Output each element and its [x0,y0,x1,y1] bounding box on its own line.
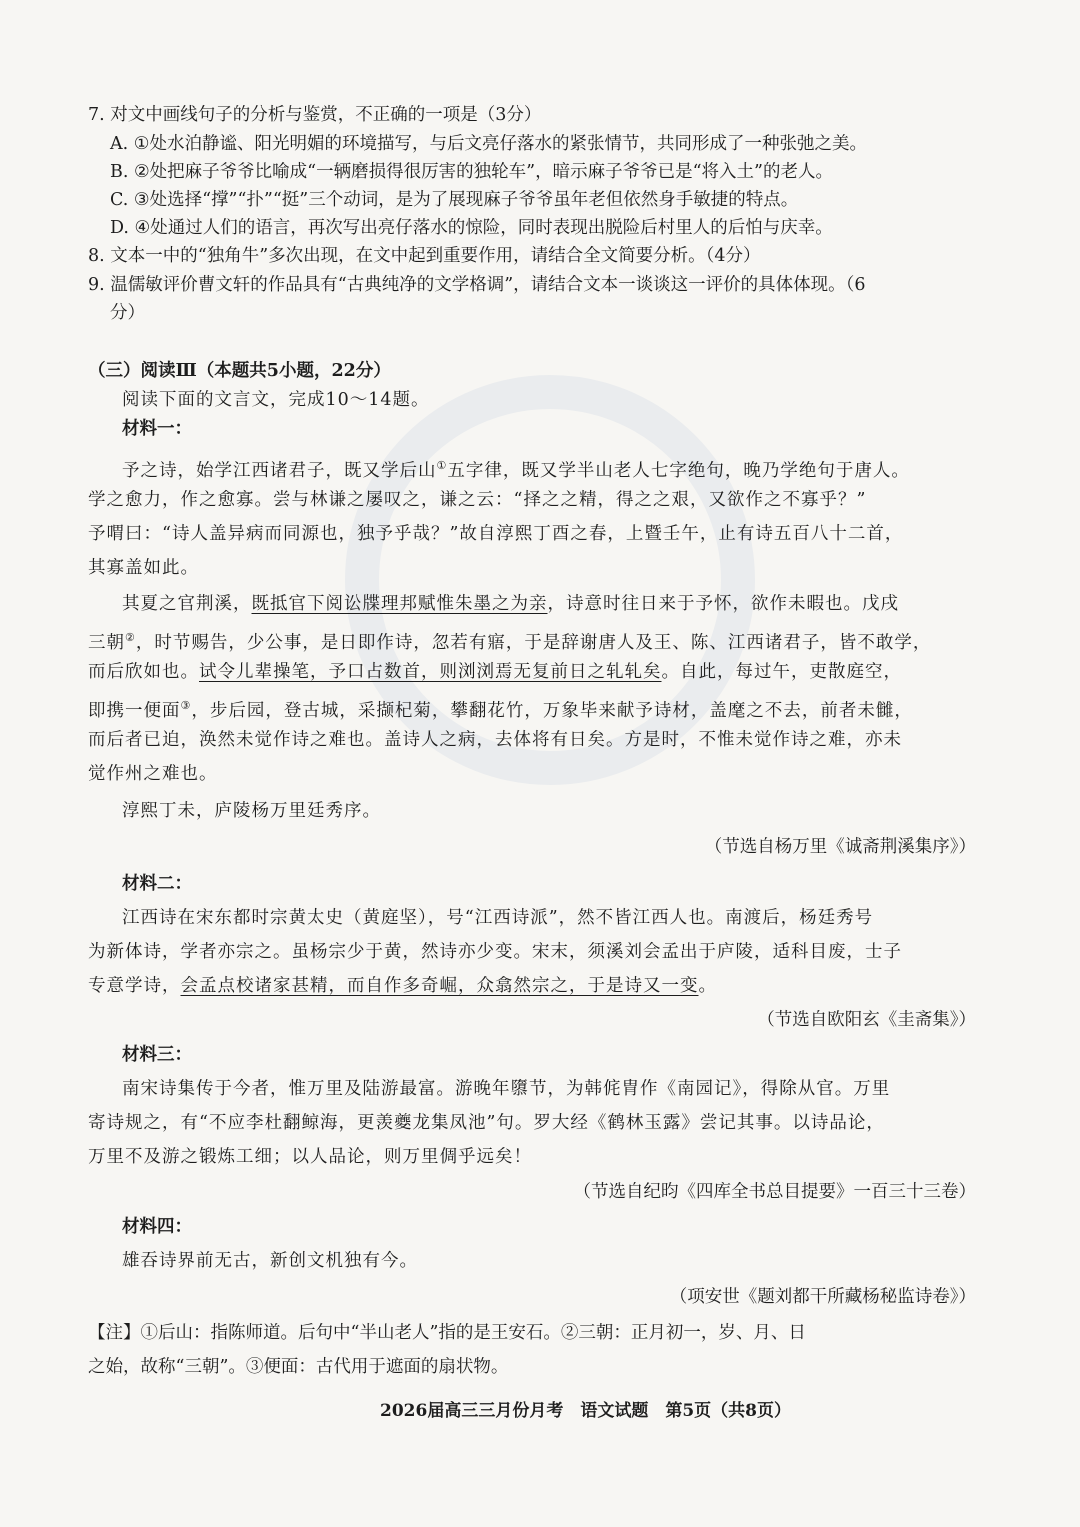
footnote-marker-2: ② [125,631,136,644]
material-3-line3: 万里不及游之锻炼工细；以人品论，则万里倜乎远矣！ [88,1147,532,1167]
question-9-line1: 9. 温儒敏评价曹文轩的作品具有“古典纯净的文学格调”，请结合文本一谈谈这一评价的具体体现。（6 [88,275,866,295]
text-segment: 五字律，既又学半山老人七字绝句，晚乃学绝句于唐人。 [447,460,910,481]
material-1-p2-line4 [88,691,913,726]
material-2-heading: 材料二： [122,874,192,894]
footnote-marker-3: ③ [180,699,192,712]
material-2-source: （节选自欧阳玄《圭斋集》） [757,1010,976,1030]
text-segment: 。 [698,976,717,996]
text-segment: 三朝 [88,632,125,653]
question-7-option-a: A. ①处水泊静谧、阳光明媚的环境描写，与后文亮仔落水的紧张情节，共同形成了一种张弛之美。 [110,134,867,154]
section-3-instruction: 阅读下面的文言文，完成10～14题。 [122,390,430,410]
material-1-p1-line1 [122,451,910,486]
material-1-source: （节选自杨万里《诚斋荆溪集序》） [704,837,976,857]
material-3-source: （节选自纪昀《四库全书总目提要》一百三十三卷） [573,1182,976,1202]
question-7-option-c: C. ③处选择“撑”“扑”“挺”三个动词，是为了展现麻子爷爷虽年老但依然身手敏捷的特点。 [110,190,799,210]
annotation-line1: 【注】①后山：指陈师道。后句中“半山老人”指的是王安石。②三朝：正月初一，岁、月、日 [88,1323,806,1343]
text-segment: 其夏之官荆溪， [122,594,252,614]
text-segment: 予之诗，始学江西诸君子，既又学后山 [122,460,437,481]
material-1-p2-line6: 觉作州之难也。 [88,764,218,784]
underlined-sentence: 既抵官下阅讼牒理邦赋惟朱墨之为亲 [251,594,548,614]
text-segment: 而后欣如也。 [88,662,199,682]
material-1-p1-line2: 学之愈力，作之愈寡。尝与林谦之屡叹之，谦之云：“择之之精，得之之艰，又欲作之不寡乎？” [88,490,867,510]
question-9-line2: 分） [110,303,145,323]
question-7-stem: 7. 对文中画线句子的分析与鉴赏，不正确的一项是（3分） [88,105,542,125]
material-2-line2: 为新体诗，学者亦宗之。虽杨宗少于黄，然诗亦少变。宋末，须溪刘会孟出于庐陵，适科目废，士子 [88,942,902,962]
material-3-line1: 南宋诗集传于今者，惟万里及陆游最富。游晚年隳节，为韩侂胄作《南园记》，得除从官。万里 [122,1079,891,1099]
material-1-p1-line3: 予喟曰：“诗人盖异病而同源也，独予乎哉？”故自淳熙丁酉之春，上暨壬午，止有诗五百八十二首， [88,524,904,544]
material-1-p2-line1 [122,589,899,619]
question-7-option-d: D. ④处通过人们的语言，再次写出亮仔落水的惊险，同时表现出脱险后村里人的后怕与庆幸。 [110,218,833,238]
text-segment: 专意学诗， [88,976,181,996]
material-2-line3 [88,971,717,1001]
underlined-sentence: 试令儿辈操笔，予口占数首，则浏浏焉无复前日之轧轧矣 [199,662,662,682]
question-7-option-b: B. ②处把麻子爷爷比喻成“一辆磨损得很厉害的独轮车”，暗示麻子爷爷已是“将入土”的老人。 [110,162,833,182]
material-3-line2: 寄诗规之，有“不应李杜翻鲸海，更羡夔龙集凤池”句。罗大经《鹤林玉露》尝记其事。以诗品论， [88,1113,885,1133]
footnote-marker-1: ① [436,459,448,472]
material-1-p3: 淳熙丁未，庐陵杨万里廷秀序。 [122,801,381,821]
material-1-p2-line2 [88,623,931,658]
material-4-heading: 材料四： [122,1217,192,1237]
question-8: 8. 文本一中的“独角牛”多次出现，在文中起到重要作用，请结合全文简要分析。（4分） [88,246,761,266]
material-2-line1: 江西诗在宋东都时宗黄太史（黄庭坚），号“江西诗派”，然不皆江西人也。南渡后，杨廷秀号 [122,908,874,928]
text-segment: ，诗意时往日来于予怀，欲作未暇也。戊戌 [547,594,899,614]
material-1-p1-line4: 其寡盖如此。 [88,558,199,578]
text-segment: ，时节赐告，少公事，是日即作诗，忽若有寤，于是辞谢唐人及王、陈、江西诸君子，皆不敢学， [135,632,932,653]
page-footer: 2026届高三三月份月考 语文试题 第5页（共8页） [380,1401,791,1421]
section-3-title: （三）阅读Ⅲ（本题共5小题，22分） [88,361,391,381]
text-segment: ，步后园，登古城，采撷杞菊，攀翻花竹，万象毕来献予诗材，盖麾之不去，前者未雠， [191,700,913,721]
material-1-heading: 材料一： [122,419,192,439]
material-1-p2-line5: 而后者已迫，涣然未觉作诗之难也。盖诗人之病，去体将有日矣。方是时，不惟未觉作诗之难，亦未 [88,730,902,750]
annotation-line2: 之始，故称“三朝”。③便面：古代用于遮面的扇状物。 [88,1357,509,1377]
underlined-sentence: 会孟点校诸家甚精，而自作多奇崛，众翕然宗之，于是诗又一变 [180,976,699,996]
material-3-heading: 材料三： [122,1045,192,1065]
text-segment: 。自此，每过午，吏散庭空， [661,662,902,682]
material-4-source: （项安世《题刘都干所藏杨秘监诗卷》） [669,1287,976,1307]
material-4-line1: 雄吞诗界前无古，新创文机独有今。 [122,1251,418,1271]
text-segment: 即携一便面 [88,700,181,721]
material-1-p2-line3 [88,657,902,687]
